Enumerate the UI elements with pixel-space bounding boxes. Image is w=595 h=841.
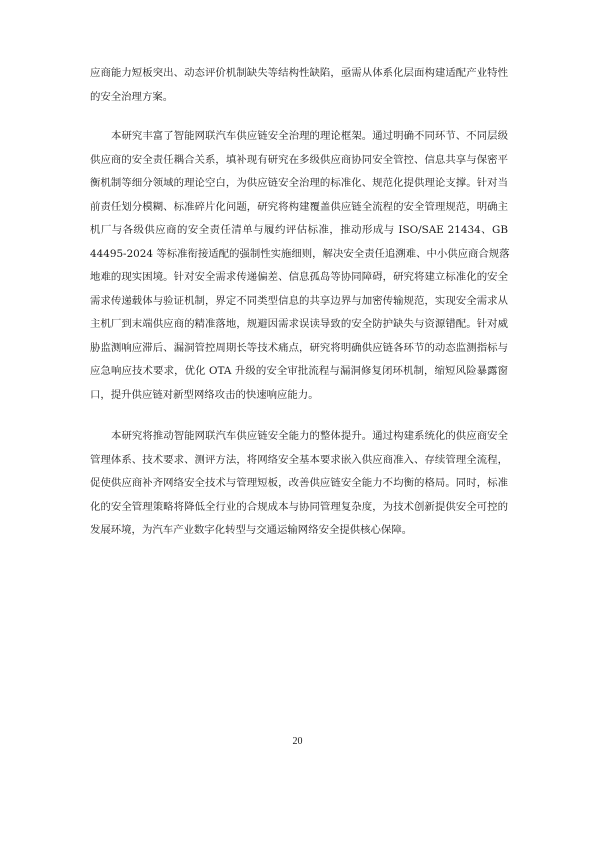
text-line: 机厂与各级供应商的安全责任清单与履约评估标准，推动形成与 ISO/SAE 21434、GB <box>90 224 508 236</box>
text-line: 44495-2024 等标准衔接适配的强制性实施细则，解决安全责任追溯难、中小供应商合规落 <box>90 247 510 260</box>
text-line: 胁监测响应滞后、漏洞管控周期长等技术痛点，研究将明确供应链各环节的动态监测指标与 <box>90 341 508 354</box>
text-line: 本研究丰富了智能网联汽车供应链安全治理的理论框架。通过明确不同环节、不同层级 <box>111 130 508 142</box>
text-line: 促使供应商补齐网络安全技术与管理短板，改善供应链安全能力不均衡的格局。同时，标准 <box>90 477 508 489</box>
paragraph-3 <box>90 429 508 547</box>
text-line: 管理体系、技术要求、测评方法，将网络安全基本要求嵌入供应商准入、存续管理全流程， <box>90 453 508 466</box>
text-line: 前责任划分模糊、标准碎片化问题，研究将构建覆盖供应链全流程的安全管理规范，明确主 <box>90 200 508 213</box>
text-line: 主机厂到末端供应商的精准落地，规避因需求误读导致的安全防护缺失与资源错配。针对威 <box>90 318 508 330</box>
text-line: 需求传递载体与验证机制，界定不同类型信息的共享边界与加密传输规范，实现安全需求从 <box>90 294 508 307</box>
text-line: 地难的现实困境。针对安全需求传递偏差、信息孤岛等协同障碍，研究将建立标准化的安全 <box>90 271 508 283</box>
text-line: 本研究将推动智能网联汽车供应链安全能力的整体提升。通过构建系统化的供应商安全 <box>111 430 508 442</box>
text-line: 衡机制等细分领域的理论空白，为供应链安全治理的标准化、规范化提供理论支撑。针对当 <box>90 177 508 189</box>
page-number: 20 <box>292 736 303 747</box>
paragraph-2 <box>90 129 508 411</box>
paragraph-1 <box>90 66 508 113</box>
text-line: 化的安全管理策略将降低全行业的合规成本与协同管理复杂度，为技术创新提供安全可控的 <box>90 500 508 513</box>
text-line: 应商能力短板突出、动态评价机制缺失等结构性缺陷，亟需从体系化层面构建适配产业特性 <box>90 67 508 79</box>
text-line: 发展环境，为汽车产业数字化转型与交通运输网络安全提供核心保障。 <box>90 524 413 536</box>
text-line: 供应商的安全责任耦合关系，填补现有研究在多级供应商协同安全管控、信息共享与保密平 <box>90 153 508 166</box>
text-line: 的安全治理方案。 <box>90 90 174 103</box>
text-line: 应急响应技术要求，优化 OTA 升级的安全审批流程与漏洞修复闭环机制，缩短风险暴露窗 <box>90 365 508 377</box>
text-line: 口，提升供应链对新型网络攻击的快速响应能力。 <box>90 388 319 401</box>
